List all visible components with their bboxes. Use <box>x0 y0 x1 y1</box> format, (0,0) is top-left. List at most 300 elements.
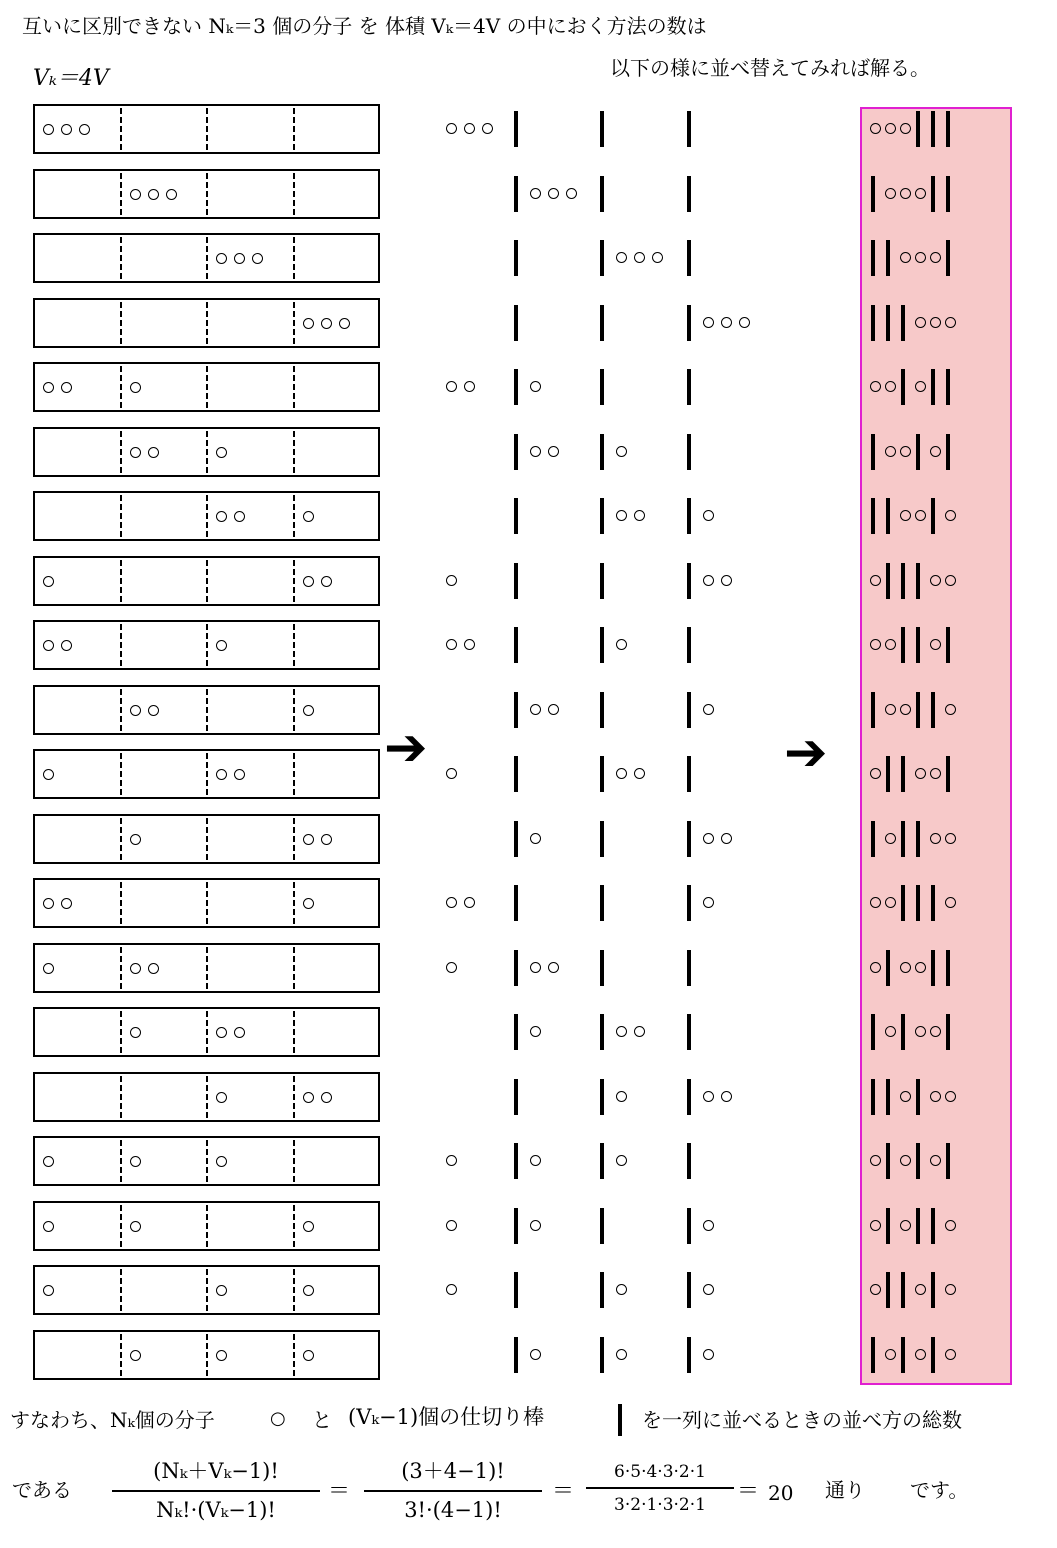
dashed-divider <box>206 302 208 344</box>
molecule-icon <box>130 1027 141 1038</box>
container-box <box>33 620 380 670</box>
molecule-icon <box>339 318 350 329</box>
dashed-divider <box>206 431 208 473</box>
partition-bar-icon <box>687 111 691 147</box>
molecule-icon <box>216 1285 227 1296</box>
dashed-divider <box>120 947 122 989</box>
molecule-icon <box>616 1026 627 1037</box>
partition-bar-icon <box>901 305 905 341</box>
molecule-symbol: ○ <box>270 1408 286 1429</box>
partition-bar-icon <box>886 498 890 534</box>
molecule-icon <box>703 1284 714 1295</box>
molecule-icon <box>930 317 941 328</box>
container-box <box>33 491 380 541</box>
volume-label: Vₖ＝4V <box>33 66 109 91</box>
molecule-icon <box>446 897 457 908</box>
molecule-icon <box>61 124 72 135</box>
partition-bar-icon <box>687 821 691 857</box>
molecule-icon <box>464 381 475 392</box>
partition-bar-icon <box>916 821 920 857</box>
dashed-divider <box>206 108 208 150</box>
partition-bar-icon <box>687 692 691 728</box>
footer-text-c: (Vₖ−1)個の仕切り棒 <box>348 1405 545 1429</box>
partition-bar-icon <box>687 240 691 276</box>
dashed-divider <box>120 495 122 537</box>
molecule-icon <box>216 769 227 780</box>
molecule-icon <box>530 188 541 199</box>
dashed-divider <box>206 495 208 537</box>
molecule-icon <box>634 768 645 779</box>
dashed-divider <box>206 1334 208 1376</box>
dashed-divider <box>206 624 208 666</box>
molecule-icon <box>216 511 227 522</box>
molecule-icon <box>43 640 54 651</box>
molecule-icon <box>616 510 627 521</box>
partition-bar-icon <box>600 756 604 792</box>
molecule-icon <box>148 963 159 974</box>
dashed-divider <box>120 624 122 666</box>
molecule-icon <box>321 318 332 329</box>
container-box <box>33 814 380 864</box>
dashed-divider <box>206 818 208 860</box>
partition-bar-icon <box>871 1079 875 1115</box>
molecule-icon <box>885 446 896 457</box>
partition-bar-icon <box>931 369 935 405</box>
molecule-icon <box>303 898 314 909</box>
molecule-icon <box>652 252 663 263</box>
dashed-divider <box>293 1205 295 1247</box>
dashed-divider <box>293 366 295 408</box>
molecule-icon <box>616 446 627 457</box>
partition-bar-icon <box>514 1143 518 1179</box>
molecule-icon <box>530 1155 541 1166</box>
molecule-icon <box>130 1221 141 1232</box>
molecule-icon <box>252 253 263 264</box>
molecule-icon <box>870 639 881 650</box>
molecule-icon <box>530 1349 541 1360</box>
molecule-icon <box>885 639 896 650</box>
partition-bar-icon <box>514 305 518 341</box>
molecule-icon <box>148 447 159 458</box>
molecule-icon <box>43 576 54 587</box>
partition-bar-icon <box>946 176 950 212</box>
partition-bar-icon <box>901 1337 905 1373</box>
partition-bar-icon <box>600 1272 604 1308</box>
partition-bar-icon <box>931 498 935 534</box>
molecule-icon <box>616 1349 627 1360</box>
partition-bar-icon <box>916 111 920 147</box>
molecule-icon <box>945 1284 956 1295</box>
molecule-icon <box>703 1349 714 1360</box>
partition-bar-icon <box>901 369 905 405</box>
dashed-divider <box>120 560 122 602</box>
partition-bar-icon <box>946 950 950 986</box>
molecule-icon <box>216 1027 227 1038</box>
molecule-icon <box>303 1285 314 1296</box>
molecule-icon <box>945 897 956 908</box>
dashed-divider <box>293 1076 295 1118</box>
partition-bar-icon <box>600 821 604 857</box>
partition-bar-icon <box>916 885 920 921</box>
molecule-icon <box>566 188 577 199</box>
molecule-icon <box>61 382 72 393</box>
partition-bar-icon <box>946 627 950 663</box>
molecule-icon <box>930 1026 941 1037</box>
molecule-icon <box>870 768 881 779</box>
molecule-icon <box>634 252 645 263</box>
molecule-icon <box>885 1026 896 1037</box>
molecule-icon <box>446 1284 457 1295</box>
molecule-icon <box>900 1091 911 1102</box>
dashed-divider <box>293 689 295 731</box>
partition-bar-icon <box>687 950 691 986</box>
dashed-divider <box>206 882 208 924</box>
molecule-icon <box>130 382 141 393</box>
partition-bar-icon <box>687 1272 691 1308</box>
molecule-icon <box>616 252 627 263</box>
molecule-icon <box>703 510 714 521</box>
partition-bar-icon <box>901 1014 905 1050</box>
molecule-icon <box>61 898 72 909</box>
container-box <box>33 298 380 348</box>
molecule-icon <box>900 446 911 457</box>
substituted-fraction <box>364 1455 542 1522</box>
partition-bar-icon <box>946 240 950 276</box>
molecule-icon <box>930 768 941 779</box>
partition-bar-icon <box>886 305 890 341</box>
dashed-divider <box>120 173 122 215</box>
molecule-icon <box>130 447 141 458</box>
dashed-divider <box>120 237 122 279</box>
molecule-icon <box>945 575 956 586</box>
partition-bar-icon <box>514 756 518 792</box>
dashed-divider <box>293 495 295 537</box>
molecule-icon <box>548 446 559 457</box>
partition-bar-icon <box>687 434 691 470</box>
dashed-divider <box>120 1269 122 1311</box>
partition-bar-icon <box>600 950 604 986</box>
general-formula-fraction <box>112 1455 320 1522</box>
partition-bar-icon <box>600 176 604 212</box>
partition-bar-icon <box>687 627 691 663</box>
partition-bar-icon <box>600 240 604 276</box>
fraction-line <box>364 1490 542 1492</box>
partition-bar-icon <box>514 498 518 534</box>
partition-bar-icon <box>600 1337 604 1373</box>
partition-bar-icon <box>871 240 875 276</box>
molecule-icon <box>43 898 54 909</box>
dashed-divider <box>293 1334 295 1376</box>
container-box <box>33 233 380 283</box>
molecule-icon <box>721 317 732 328</box>
molecule-icon <box>721 575 732 586</box>
molecule-icon <box>148 189 159 200</box>
molecule-icon <box>43 963 54 974</box>
molecule-icon <box>530 833 541 844</box>
partition-bar-icon <box>871 1337 875 1373</box>
partition-bar-icon <box>600 434 604 470</box>
container-box <box>33 943 380 993</box>
partition-bar-icon <box>514 1337 518 1373</box>
partition-bar-icon <box>886 1208 890 1244</box>
partition-bar-icon <box>931 1337 935 1373</box>
partition-bar-icon <box>687 1079 691 1115</box>
molecule-icon <box>616 768 627 779</box>
molecule-icon <box>446 639 457 650</box>
linear-arrangement-column <box>860 107 1012 1385</box>
partition-bar-icon <box>600 1143 604 1179</box>
molecule-icon <box>930 1155 941 1166</box>
partition-bar-icon <box>600 627 604 663</box>
container-box <box>33 362 380 412</box>
molecule-icon <box>464 639 475 650</box>
molecule-icon <box>634 510 645 521</box>
molecule-icon <box>216 640 227 651</box>
partition-bar-icon <box>886 240 890 276</box>
molecule-icon <box>703 704 714 715</box>
molecule-icon <box>43 1285 54 1296</box>
partition-bar-icon <box>514 1079 518 1115</box>
molecule-icon <box>446 1155 457 1166</box>
molecule-icon <box>464 897 475 908</box>
molecule-icon <box>915 252 926 263</box>
molecule-icon <box>900 1155 911 1166</box>
dashed-divider <box>293 947 295 989</box>
molecule-icon <box>616 1091 627 1102</box>
molecule-icon <box>303 1350 314 1361</box>
molecule-icon <box>43 124 54 135</box>
dashed-divider <box>293 560 295 602</box>
partition-bar-icon <box>871 176 875 212</box>
partition-bar-icon <box>931 1272 935 1308</box>
molecule-icon <box>885 188 896 199</box>
dashed-divider <box>120 1334 122 1376</box>
molecule-icon <box>900 123 911 134</box>
partition-bar-icon <box>687 369 691 405</box>
dashed-divider <box>293 1140 295 1182</box>
dashed-divider <box>293 1011 295 1053</box>
molecule-icon <box>43 769 54 780</box>
molecule-icon <box>148 705 159 716</box>
molecule-icon <box>446 768 457 779</box>
dashed-divider <box>206 1011 208 1053</box>
dashed-divider <box>293 431 295 473</box>
partition-bar-icon <box>514 240 518 276</box>
partition-bar-icon <box>600 1079 604 1115</box>
molecule-icon <box>915 188 926 199</box>
partition-bar-icon <box>514 950 518 986</box>
partition-bar-icon <box>946 1014 950 1050</box>
partition-bar-icon <box>886 1079 890 1115</box>
molecule-icon <box>234 253 245 264</box>
molecule-icon <box>303 1221 314 1232</box>
molecule-icon <box>885 381 896 392</box>
footer-text-a: すなわち、Nₖ個の分子 <box>10 1408 215 1432</box>
partition-bar-icon <box>514 885 518 921</box>
molecule-icon <box>321 834 332 845</box>
header-line-1: 互いに区別できない Nₖ＝3 個の分子 を 体積 Vₖ＝4V の中におく方法の数は <box>22 14 707 38</box>
molecule-icon <box>303 834 314 845</box>
molecule-icon <box>548 962 559 973</box>
molecule-icon <box>482 123 493 134</box>
dashed-divider <box>293 108 295 150</box>
dashed-divider <box>206 753 208 795</box>
molecule-icon <box>870 962 881 973</box>
partition-bar-icon <box>931 111 935 147</box>
partition-bar-icon <box>931 176 935 212</box>
molecule-icon <box>930 446 941 457</box>
molecule-icon <box>915 1026 926 1037</box>
substituted-denominator: 3!·(4−1)! <box>404 1498 502 1522</box>
dashed-divider <box>120 1140 122 1182</box>
molecule-icon <box>130 705 141 716</box>
partition-bar-icon <box>687 756 691 792</box>
partition-bar-icon <box>687 1208 691 1244</box>
molecule-icon <box>900 704 911 715</box>
molecule-icon <box>900 252 911 263</box>
molecule-icon <box>234 511 245 522</box>
result-value: 20 <box>768 1481 794 1505</box>
unit-text: 通り <box>825 1478 865 1502</box>
dashed-divider <box>120 1076 122 1118</box>
molecule-icon <box>446 962 457 973</box>
molecule-icon <box>616 639 627 650</box>
partition-bar-icon <box>931 1208 935 1244</box>
dashed-divider <box>206 947 208 989</box>
molecule-icon <box>43 382 54 393</box>
dashed-divider <box>293 753 295 795</box>
molecule-icon <box>930 252 941 263</box>
molecule-icon <box>915 381 926 392</box>
molecule-icon <box>739 317 750 328</box>
partition-bar-icon <box>687 1143 691 1179</box>
partition-bar-icon <box>687 176 691 212</box>
molecule-icon <box>885 123 896 134</box>
molecule-icon <box>130 834 141 845</box>
dashed-divider <box>206 1269 208 1311</box>
partition-bar-icon <box>931 692 935 728</box>
partition-bar-icon <box>871 305 875 341</box>
molecule-icon <box>303 318 314 329</box>
molecule-icon <box>530 381 541 392</box>
fraction-line <box>112 1490 320 1492</box>
molecule-icon <box>930 575 941 586</box>
partition-bar-icon <box>901 756 905 792</box>
molecule-icon <box>43 1156 54 1167</box>
molecule-icon <box>446 1220 457 1231</box>
molecule-icon <box>321 1092 332 1103</box>
container-box <box>33 1072 380 1122</box>
molecule-icon <box>234 1027 245 1038</box>
molecule-icon <box>930 833 941 844</box>
substituted-numerator: (3＋4−1)! <box>401 1459 505 1483</box>
molecule-icon <box>870 897 881 908</box>
molecule-icon <box>234 769 245 780</box>
partition-bar-icon <box>871 692 875 728</box>
molecule-icon <box>915 317 926 328</box>
footer-text-de-aru: である <box>12 1478 72 1502</box>
dashed-divider <box>206 1140 208 1182</box>
molecule-icon <box>703 575 714 586</box>
partition-bar-icon <box>871 821 875 857</box>
partition-bar-icon <box>916 627 920 663</box>
dashed-divider <box>120 882 122 924</box>
container-box <box>33 1265 380 1315</box>
molecule-icon <box>216 253 227 264</box>
footer-text-d: を一列に並べるときの並べ方の総数 <box>642 1408 962 1432</box>
molecule-icon <box>930 1091 941 1102</box>
equals-sign: ＝ <box>328 1479 351 1504</box>
molecule-icon <box>915 768 926 779</box>
partition-bar-icon <box>931 950 935 986</box>
partition-bar-icon <box>514 111 518 147</box>
container-box <box>33 169 380 219</box>
molecule-icon <box>900 962 911 973</box>
dashed-divider <box>120 1205 122 1247</box>
molecule-icon <box>130 1350 141 1361</box>
partition-bar-icon <box>886 563 890 599</box>
partition-bar-icon <box>687 885 691 921</box>
molecule-icon <box>548 188 559 199</box>
dashed-divider <box>120 431 122 473</box>
partition-bar-icon <box>916 1079 920 1115</box>
molecule-icon <box>945 317 956 328</box>
partition-bar-icon <box>687 305 691 341</box>
partition-bar-icon <box>886 950 890 986</box>
dashed-divider <box>293 173 295 215</box>
molecule-icon <box>703 1220 714 1231</box>
general-formula-denominator: Nₖ!·(Vₖ−1)! <box>156 1498 276 1522</box>
partition-bar-icon <box>886 1143 890 1179</box>
container-box <box>33 749 380 799</box>
molecule-icon <box>464 123 475 134</box>
molecule-icon <box>900 1220 911 1231</box>
partition-bar-icon <box>514 627 518 663</box>
molecule-icon <box>900 188 911 199</box>
partition-bar-icon <box>514 1208 518 1244</box>
partition-bar-icon <box>871 498 875 534</box>
molecule-icon <box>945 1091 956 1102</box>
container-box <box>33 1330 380 1380</box>
molecule-icon <box>703 833 714 844</box>
expanded-numerator: 6·5·4·3·2·1 <box>614 1462 706 1482</box>
partition-bar-icon <box>600 111 604 147</box>
molecule-icon <box>870 1284 881 1295</box>
dashed-divider <box>120 366 122 408</box>
partition-bar-icon <box>600 563 604 599</box>
molecule-icon <box>216 1092 227 1103</box>
molecule-icon <box>885 897 896 908</box>
partition-bar-icon <box>901 821 905 857</box>
partition-bar-icon <box>514 563 518 599</box>
molecule-icon <box>530 1220 541 1231</box>
dashed-divider <box>206 366 208 408</box>
molecule-icon <box>945 833 956 844</box>
partition-bar-icon <box>514 1014 518 1050</box>
fraction-line <box>586 1487 734 1489</box>
partition-bar-icon <box>901 563 905 599</box>
partition-bar-icon <box>600 498 604 534</box>
partition-bar-icon <box>886 756 890 792</box>
dashed-divider <box>293 882 295 924</box>
partition-bar-icon <box>916 692 920 728</box>
closing-text: です。 <box>910 1478 969 1502</box>
molecule-icon <box>166 189 177 200</box>
partition-bar-icon <box>687 1014 691 1050</box>
partition-bar-icon <box>901 1272 905 1308</box>
dashed-divider <box>206 560 208 602</box>
molecule-icon <box>915 1349 926 1360</box>
